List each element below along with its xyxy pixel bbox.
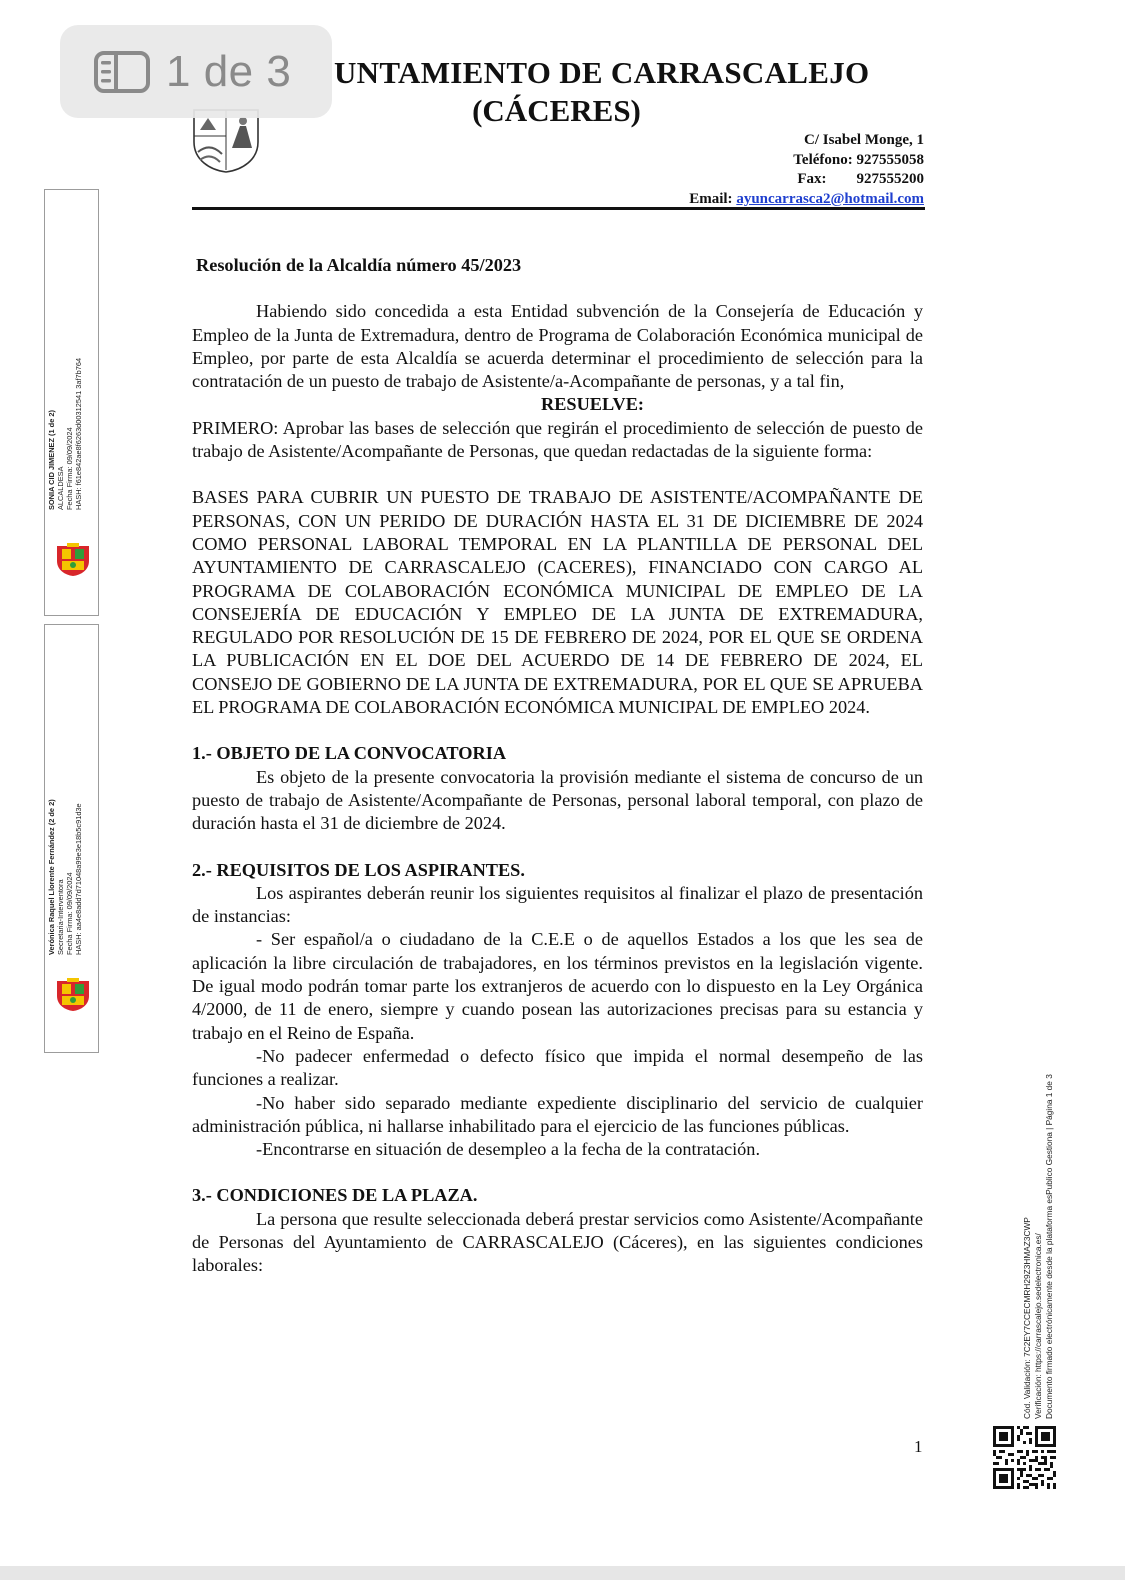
requirement-item: -No padecer enfermedad o defecto físico que impida el normal desempeño de las funciones a realizar.: [192, 1045, 923, 1090]
page-counter-badge: [60, 25, 332, 118]
phone-value: 927555058: [856, 151, 924, 168]
phone-label: Teléfono:: [793, 151, 853, 168]
header-title: UNTAMIENTO DE CARRASCALEJO: [334, 55, 870, 90]
municipal-seal-icon: [53, 543, 93, 577]
resuelve-heading: RESUELVE:: [541, 394, 644, 415]
header-subtitle: (CÁCERES): [472, 93, 641, 128]
fax-value: 927555200: [856, 171, 924, 187]
section-2-title: 2.- REQUISITOS DE LOS ASPIRANTES.: [192, 859, 525, 880]
signer-role: ALCALDESA: [56, 466, 65, 510]
signer-name: SONIA CID JIMENEZ (1 de 2): [47, 410, 56, 510]
resolution-title: Resolución de la Alcaldía número 45/2023: [196, 255, 522, 275]
contact-block: [689, 131, 924, 209]
signature-date: Fecha Firma: 09/09/2024: [65, 872, 74, 955]
signature-date: Fecha Firma: 09/09/2024: [65, 427, 74, 510]
bases-paragraph: BASES PARA CUBRIR UN PUESTO DE TRABAJO DE ASISTENTE/ACOMPAÑANTE DE PERSONAS, CON UN PERIDO DE DURACIÓN HASTA EL 31 DE DICIEMBRE DE 2024 COMO PERSONAL LABORAL TEMPORAL EN LA PLANTILLA DE PERSONAL DEL AYUNTAMIENTO DE CARRASCALEJO (CACERES), FINANCIADO CON CARGO AL PROGRAMA DE COLABORACIÓN ECONÓMICA MUNICIPAL DE EMPLEO DE LA CONSEJERÍA DE EDUCACIÓN Y EMPLEO DE LA JUNTA DE EXTREMADURA, REGULADO POR RESOLUCIÓN DE 15 DE FEBRERO DE 2024, POR EL QUE SE ORDENA LA PUBLICACIÓN EN EL DOE DEL ACUERDO DE 14 DE FEBRERO DE 2024, EL CONSEJO DE GOBIERNO DE LA JUNTA DE EXTREMADURA, POR EL QUE SE APRUEBA EL PROGRAMA DE COLABORACIÓN ECONÓMICA MUNICIPAL DE EMPLEO 2024.: [192, 487, 923, 718]
primero-paragraph: PRIMERO: Aprobar las bases de selección que regirán el procedimiento de selección de puesto de trabajo de Asistente/Acompañante de Personas, que quedan redactadas de la siguiente forma:: [192, 417, 923, 462]
page-number: 1: [914, 1437, 923, 1456]
document-body: [192, 254, 923, 1278]
section-3-paragraph: La persona que resulte seleccionada deberá prestar servicios como Asistente/Acompañante de Personas del Ayuntamiento de CARRASCALEJO (Cáceres), en las siguientes condiciones laborales:: [192, 1208, 923, 1276]
address: C/ Isabel Monge, 1: [804, 132, 924, 148]
signature-stamp: [44, 624, 99, 1053]
section-2-paragraph: Los aspirantes deberán reunir los siguientes requisitos al finalizar el plazo de presentación de instancias:: [192, 882, 923, 927]
signature-text: [47, 755, 99, 955]
validation-note: Documento firmado electrónicamente desde la plataforma esPublico Gestiona | Página 1 de 3: [1044, 1074, 1054, 1419]
validation-url: Verificación: https://carrascalejo.sedelectronica.es/: [1033, 1233, 1043, 1419]
fax-row: [689, 170, 924, 190]
viewer-bottom-edge: [0, 1566, 1125, 1580]
validation-code: Cód. Validación: 7C2EY7CCECMRH29Z3HMAZ3CWP: [1022, 1217, 1032, 1419]
fax-label: Fax:: [797, 171, 827, 187]
email-label: Email:: [689, 190, 733, 207]
phone-row: [689, 151, 924, 171]
signature-text: [47, 320, 99, 510]
header-divider: [192, 207, 925, 210]
signer-name: Verónica Raquel Llorente Fernández (2 de 2): [47, 799, 56, 955]
section-1-title: 1.- OBJETO DE LA CONVOCATORIA: [192, 743, 507, 764]
requirement-item: -Encontrarse en situación de desempleo a la fecha de la contratación.: [256, 1139, 761, 1160]
page-counter-text: 1 de 3: [166, 46, 292, 96]
signature-hash: HASH: f61e842ae8f6263d00312541 3af7b764: [74, 357, 83, 510]
sidebar-icon[interactable]: [94, 51, 150, 93]
signature-hash: HASH: aa4e8add7d71048a99e3e18b5c91d3e: [74, 803, 83, 955]
requirement-item: -No haber sido separado mediante expediente disciplinario del servicio de cualquier administración pública, ni hallarse inhabilitado para el ejercicio de las funciones públicas.: [192, 1092, 923, 1136]
signer-role: Secretaria-Interventora: [56, 879, 65, 955]
qr-code-icon: [993, 1426, 1056, 1489]
requirement-item: - Ser español/a o ciudadano de la C.E.E o de aquellos Estados a los que les sea de aplicación la libre circulación de trabajadores, en los términos previstos en la legislación vigente. De igual modo podrán tomar parte los extranjeros de acuerdo con lo dispuesto en la Ley Orgánica 4/2000, de 11 de enero, siempre y cuando posean las autorizaciones precisas para su estancia y trabajo en el Reino de España.: [192, 929, 923, 1043]
section-1-paragraph: Es objeto de la presente convocatoria la provisión mediante el sistema de concurso de un puesto de trabajo de Asistente/Acompañante de Personas, personal laboral temporal, con plazo de duración hasta el 31 de diciembre de 2024.: [192, 766, 923, 834]
municipal-seal-icon: [53, 978, 93, 1012]
section-3-title: 3.- CONDICIONES DE LA PLAZA.: [192, 1185, 478, 1206]
validation-text: [1022, 957, 1070, 1419]
email-link[interactable]: ayuncarrasca2@hotmail.com: [736, 190, 924, 207]
signature-stamp: [44, 189, 99, 616]
intro-paragraph: Habiendo sido concedida a esta Entidad subvención de la Consejería de Educación y Empleo de la Junta de Extremadura, dentro de Programa de Colaboración Económica municipal de Empleo, por parte de esta Alcaldía se acuerda determinar el procedimiento de selección para la contratación de un puesto de trabajo de Asistente/a-Acompañante de personas, y a tal fin,: [192, 301, 923, 392]
